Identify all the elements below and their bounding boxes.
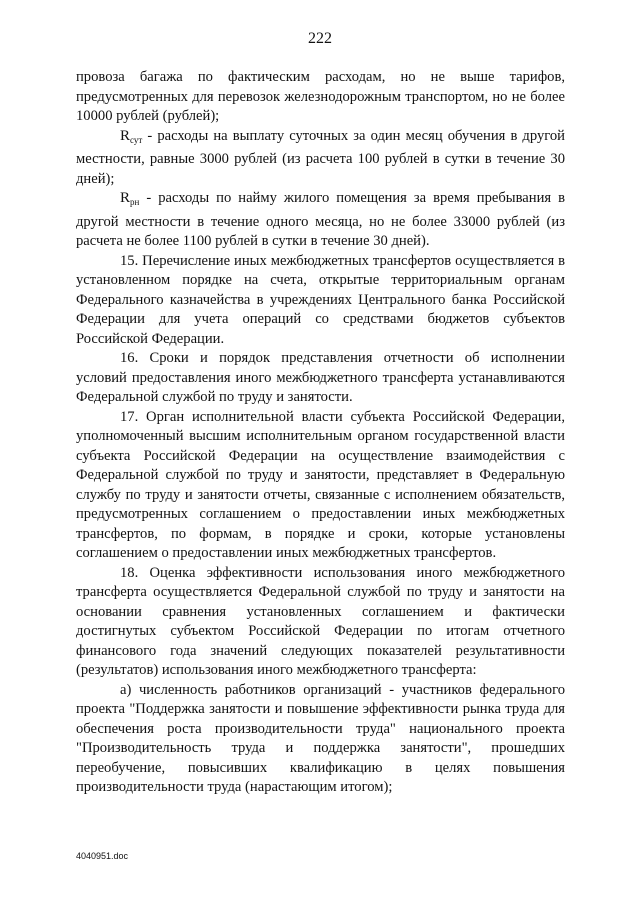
paragraph-baggage: провоза багажа по фактическим расходам, но не выше тарифов, предусмотренных для перевозок железнодорожным транспортом, но не более 10000 рублей (рублей); [76,69,565,124]
document-filename: 4040951.doc [76,851,129,861]
paragraph-17: 17. Орган исполнительной власти субъекта Российской Федерации, уполномоченный высшим исполнительным органом государственной власти субъекта Российской Федерации на осуществление взаимодействия с Федеральной службой по труду и занятости, представляет в Федеральную службу по труду и занятости отчеты, связанные с исполнением обязательств, предусмотренных соглашением о предоставлении иных межбюджетных трансфертов, по формам, в порядке и сроки, которые установлены соглашением о предоставлении иных межбюджетных трансфертов. [76,408,565,561]
symbol-r-rn: $R_{рн}$ [120,190,140,207]
document-body [76,68,565,798]
paragraph-r-sut-text: - расходы на выплату суточных за один месяц обучения в другой местности, равные 3000 рублей (из расчета 100 рублей в сутки в течение 30 дней); [76,127,565,187]
paragraph-18a: а) численность работников организаций - участников федерального проекта "Поддержка занятости и повышение эффективности рынка труда для обеспечения роста производительности труда" национального проекта "Производительность труда и поддержка занятости", прошедших переобучение, повысивших квалификацию в целях повышения производительности труда (нарастающим итогом); [76,681,565,795]
page-number: 222 [308,30,332,47]
paragraph-15: 15. Перечисление иных межбюджетных трансфертов осуществляется в установленном порядке на счета, открытые территориальным органам Федерального казначейства в учреждениях Центрального банка Российской Федерации для учета операций со средствами бюджетов субъектов Российской Федерации. [76,252,565,347]
paragraph-r-rn [76,189,565,252]
symbol-r-sut: $R_{сут}$ [120,127,143,145]
paragraph-r-sut [76,127,565,190]
paragraph-r-rn-text: - расходы по найму жилого помещения за время пребывания в другой местности в течение одного месяца, но не более 33000 рублей (из расчета не более 1100 рублей в сутки в течение 30 дней). [76,190,565,249]
paragraph-18: 18. Оценка эффективности использования иного межбюджетного трансферта осуществляется Федеральной службой по труду и занятости на основании сравнения установленных соглашением и фактически достигнутых субъектом Российской Федерации по итогам отчетного финансового года значений следующих показателей результативности (результатов) использования иного межбюджетного трансферта: [76,564,565,678]
paragraph-16: 16. Сроки и порядок представления отчетности об исполнении условий предоставления иного межбюджетного трансферта устанавливаются Федеральной службой по труду и занятости. [76,350,565,405]
